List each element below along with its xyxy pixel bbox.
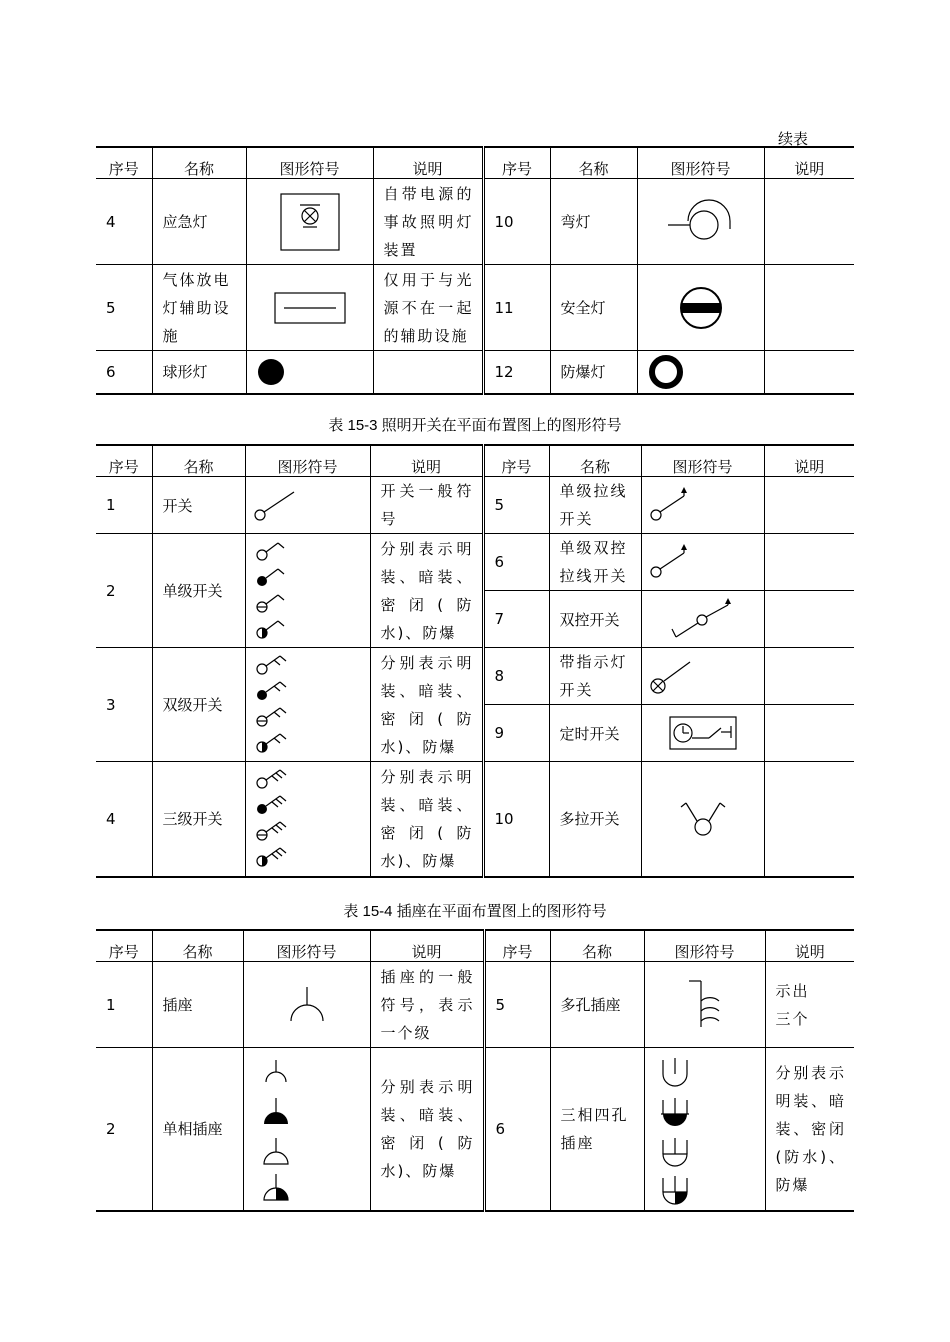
bent-light-icon [666, 199, 736, 245]
row-desc-text: 示出 三个 [775, 981, 810, 1028]
row-desc [373, 351, 483, 394]
table-row [96, 648, 854, 705]
row-name: 应急灯 [152, 179, 246, 265]
row-desc [765, 962, 854, 1048]
table-row [96, 962, 854, 1048]
row-name: 开关 [152, 477, 245, 534]
continued-label: 续表 [778, 130, 809, 148]
header-name: 名称 [550, 930, 644, 962]
row-desc: 分别表示明装、暗装、密闭(防水)、防爆 [370, 1048, 484, 1211]
row-number: 10 [483, 762, 549, 877]
row-number: 9 [483, 705, 549, 762]
row-name: 定时开关 [549, 705, 641, 762]
row-number: 3 [96, 648, 152, 762]
emergency-light-icon [280, 193, 340, 251]
row-number: 4 [96, 179, 152, 265]
header-name: 名称 [152, 930, 243, 962]
row-desc: 自带电源的事故照明灯装置 [373, 179, 483, 265]
row-desc [764, 591, 854, 648]
row-desc: 仅用于与光源不在一起的辅助设施 [373, 265, 483, 351]
row-name: 弯灯 [550, 179, 637, 265]
row-number: 4 [96, 762, 152, 877]
header-no: 序号 [484, 930, 550, 962]
row-number: 5 [96, 265, 152, 351]
header-name: 名称 [549, 445, 641, 477]
single-pole-switch-icon [256, 537, 316, 645]
row-number: 2 [96, 1048, 152, 1211]
row-number: 10 [483, 179, 550, 265]
header-no: 序号 [483, 147, 550, 179]
row-name: 单相插座 [152, 1048, 243, 1211]
row-number: 7 [483, 591, 549, 648]
row-desc: 插座的一般符号，表示一个级 [370, 962, 484, 1048]
table-row [96, 265, 854, 351]
row-desc [764, 648, 854, 705]
two-way-pull-cord-switch-icon [650, 544, 710, 580]
table-header [96, 147, 854, 179]
row-number: 8 [483, 648, 549, 705]
header-no: 序号 [483, 445, 549, 477]
header-symbol: 图形符号 [245, 445, 370, 477]
header-desc: 说明 [765, 930, 854, 962]
switch-icon [254, 487, 314, 523]
row-name: 单级拉线开关 [549, 477, 641, 534]
header-name: 名称 [152, 147, 246, 179]
row-number: 6 [96, 351, 152, 394]
header-name: 名称 [152, 445, 245, 477]
safety-light-icon [679, 286, 723, 330]
row-desc: 分别表示明装、暗装、密闭(防水)、防爆 [370, 762, 483, 877]
table-caption: 表 15-3 照明开关在平面布置图上的图形符号 [328, 417, 622, 434]
row-name: 防爆灯 [550, 351, 637, 394]
row-desc: 分别表示明装、暗装、密闭(防水)、防爆 [765, 1048, 854, 1211]
header-symbol: 图形符号 [644, 930, 765, 962]
row-name: 多拉开关 [549, 762, 641, 877]
row-desc [764, 265, 854, 351]
header-no: 序号 [96, 930, 152, 962]
lamp-symbol-table [96, 146, 854, 395]
row-number: 6 [483, 534, 549, 591]
row-name: 单级开关 [152, 534, 245, 648]
row-name: 气体放电灯辅助设施 [152, 265, 246, 351]
header-desc: 说明 [764, 445, 854, 477]
row-name: 多孔插座 [550, 962, 644, 1048]
header-symbol: 图形符号 [641, 445, 764, 477]
row-number: 5 [484, 962, 550, 1048]
table-row [96, 351, 854, 394]
row-name: 安全灯 [550, 265, 637, 351]
row-number: 1 [96, 962, 152, 1048]
multi-socket-icon [685, 979, 725, 1031]
double-pole-switch-icon [256, 651, 316, 759]
row-desc [764, 534, 854, 591]
row-name: 插座 [152, 962, 243, 1048]
table-row [96, 534, 854, 591]
row-desc: 分别表示明装、暗装、密闭(防水)、防爆 [370, 648, 483, 762]
header-desc: 说明 [373, 147, 483, 179]
switch-symbol-table [96, 444, 854, 878]
row-desc [764, 351, 854, 394]
row-desc [764, 762, 854, 877]
row-desc [764, 705, 854, 762]
row-desc: 分别表示明装、暗装、密闭(防水)、防爆 [370, 534, 483, 648]
ball-light-icon [257, 358, 285, 386]
header-desc: 说明 [370, 930, 484, 962]
row-number: 12 [483, 351, 550, 394]
table-caption: 表 15-4 插座在平面布置图上的图形符号 [343, 903, 607, 920]
header-desc: 说明 [370, 445, 483, 477]
triple-pole-switch-icon [256, 765, 316, 873]
row-number: 5 [483, 477, 549, 534]
row-name: 带指示灯开关 [549, 648, 641, 705]
row-number: 1 [96, 477, 152, 534]
table-row [96, 179, 854, 265]
gas-discharge-aux-icon [274, 292, 346, 324]
explosion-proof-light-icon [648, 354, 684, 390]
header-desc: 说明 [764, 147, 854, 179]
pull-cord-switch-icon [650, 487, 710, 523]
table-header [96, 445, 854, 477]
row-name: 单级双控拉线开关 [549, 534, 641, 591]
table-row [96, 1048, 854, 1211]
header-symbol: 图形符号 [637, 147, 764, 179]
header-no: 序号 [96, 445, 152, 477]
table-row [96, 762, 854, 877]
single-phase-socket-icon [256, 1054, 296, 1204]
three-phase-socket-icon [657, 1054, 697, 1204]
row-name: 三相四孔插座 [550, 1048, 644, 1211]
socket-symbol-table [96, 929, 854, 1212]
table-header [96, 930, 854, 962]
row-desc: 开关一般符号 [370, 477, 483, 534]
timer-switch-icon [669, 716, 737, 750]
row-number: 2 [96, 534, 152, 648]
row-number: 11 [483, 265, 550, 351]
header-symbol: 图形符号 [243, 930, 370, 962]
two-way-switch-icon [668, 599, 738, 639]
multi-pull-switch-icon [678, 799, 728, 839]
header-symbol: 图形符号 [246, 147, 373, 179]
socket-icon [287, 985, 327, 1025]
row-name: 双控开关 [549, 591, 641, 648]
row-name: 三级开关 [152, 762, 245, 877]
table-row [96, 477, 854, 534]
row-name: 双级开关 [152, 648, 245, 762]
row-desc [764, 179, 854, 265]
row-desc [764, 477, 854, 534]
row-number: 6 [484, 1048, 550, 1211]
row-name: 球形灯 [152, 351, 246, 394]
header-no: 序号 [96, 147, 152, 179]
indicator-switch-icon [650, 656, 710, 696]
header-name: 名称 [550, 147, 637, 179]
